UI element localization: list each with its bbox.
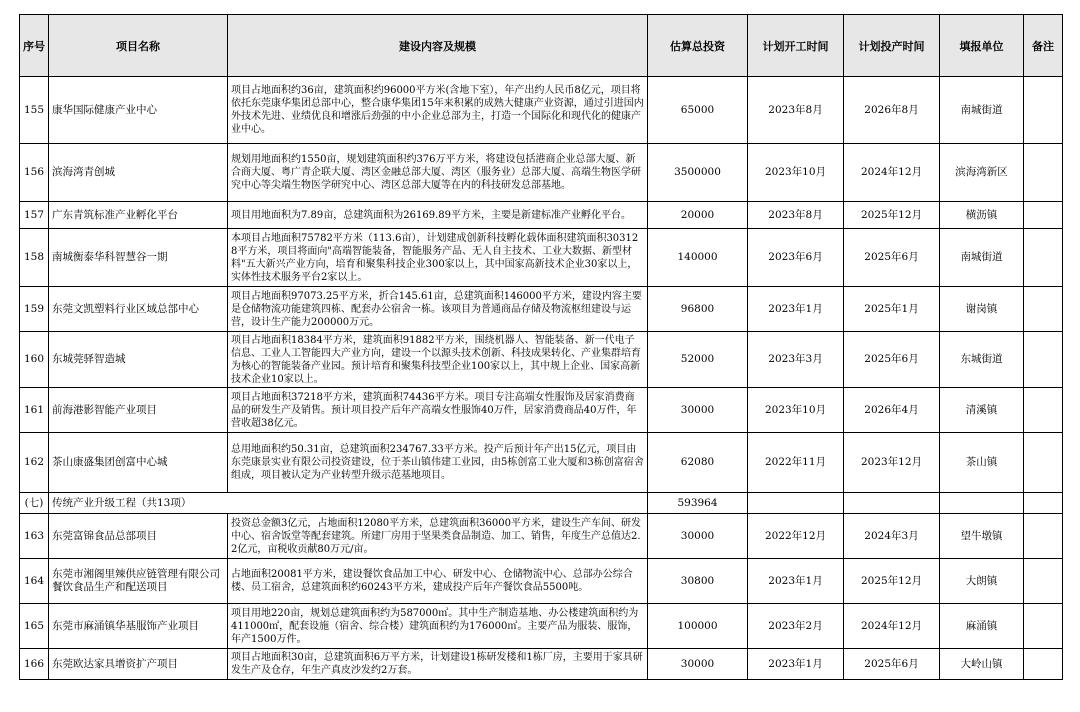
cell-investment: 96800	[648, 287, 748, 332]
cell-start-date: 2023年3月	[748, 332, 844, 388]
cell-reporting-unit: 大岭山镇	[940, 649, 1024, 680]
cell-remarks	[1024, 388, 1063, 433]
cell-production-date: 2026年8月	[844, 77, 940, 144]
cell-content: 项目占地面积37218平方米，建筑面积74436平方米。项目专注高端女性服饰及居家消费商品的研发生产及销售。预计项目投产后年产高端女性服饰40万件，居家消费商品40万件，年营收超38亿元。	[228, 388, 648, 433]
cell-content: 本项目占地面积75782平方米（113.6亩），计划建成创新科技孵化载体面积建筑面积303128平方米，项目将面向"高端智能装备，智能服务产品、无人自主技术、工业大数据、新型材料"五大新兴产业方向，培育和聚集科技企业300家以上，其中国家高新技术企业30家以上，实体性技术服务平台2家以上。	[228, 229, 648, 287]
header-investment: 估算总投资	[648, 15, 748, 77]
table-row	[20, 229, 1063, 287]
cell-production-date: 2024年12月	[844, 144, 940, 202]
cell-investment: 30000	[648, 514, 748, 559]
projects-table	[19, 14, 1063, 680]
cell-project-name: 茶山康盛集团创富中心城	[49, 433, 228, 493]
cell-content: 项目用地面积为7.89亩，总建筑面积为26169.89平方米，主要是新建标准产业孵化平台。	[228, 202, 648, 229]
cell-reporting-unit: 麻涌镇	[940, 604, 1024, 649]
table-row	[20, 144, 1063, 202]
cell-seq: 158	[20, 229, 49, 287]
table-row	[20, 559, 1063, 604]
section-empty-cell	[1024, 493, 1063, 514]
cell-seq: 161	[20, 388, 49, 433]
header-remarks: 备注	[1024, 15, 1063, 77]
cell-production-date: 2025年6月	[844, 229, 940, 287]
section-title: 传统产业升级工程（共13项）	[49, 493, 648, 514]
cell-reporting-unit: 望牛墩镇	[940, 514, 1024, 559]
section-empty-cell	[748, 493, 844, 514]
cell-start-date: 2023年1月	[748, 649, 844, 680]
table-row	[20, 604, 1063, 649]
table-row	[20, 77, 1063, 144]
cell-investment: 140000	[648, 229, 748, 287]
cell-remarks	[1024, 433, 1063, 493]
table-header-row	[20, 15, 1063, 77]
cell-project-name: 东莞文凯塑料行业区域总部中心	[49, 287, 228, 332]
cell-production-date: 2024年3月	[844, 514, 940, 559]
cell-reporting-unit: 谢岗镇	[940, 287, 1024, 332]
section-empty-cell	[844, 493, 940, 514]
header-start-date: 计划开工时间	[748, 15, 844, 77]
cell-content: 投资总金额3亿元，占地面积12080平方米，总建筑面积36000平方米，建设生产车间、研发中心、宿舍饭堂等配套建筑。所建厂房用于坚果类食品制造、加工、销售，年度生产总值达2.2亿元，亩税收贡献80万元/亩。	[228, 514, 648, 559]
cell-reporting-unit: 滨海湾新区	[940, 144, 1024, 202]
cell-seq: 159	[20, 287, 49, 332]
section-row	[20, 493, 1063, 514]
cell-reporting-unit: 横沥镇	[940, 202, 1024, 229]
cell-seq: 160	[20, 332, 49, 388]
cell-remarks	[1024, 202, 1063, 229]
cell-content: 规划用地面积约1550亩，规划建筑面积约376万平方米，将建设包括港商企业总部大厦、新合商大厦、粤广青企联大厦、湾区金融总部大厦、湾区（服务业）总部大厦、高端生物医学研究中心等尖端生物医学研究中心、湾区总部大厦等在内的科技研发总部基地。	[228, 144, 648, 202]
cell-seq: 156	[20, 144, 49, 202]
cell-seq: 157	[20, 202, 49, 229]
cell-seq: 163	[20, 514, 49, 559]
cell-project-name: 东莞市湘阁里辣供应链管理有限公司餐饮食品生产和配送项目	[49, 559, 228, 604]
cell-project-name: 东城莞驿智造城	[49, 332, 228, 388]
cell-production-date: 2025年1月	[844, 287, 940, 332]
project-list-sheet	[19, 14, 1062, 680]
table-row	[20, 514, 1063, 559]
cell-seq: 165	[20, 604, 49, 649]
cell-reporting-unit: 东城街道	[940, 332, 1024, 388]
cell-production-date: 2024年12月	[844, 604, 940, 649]
cell-investment: 20000	[648, 202, 748, 229]
cell-investment: 30000	[648, 388, 748, 433]
cell-investment: 100000	[648, 604, 748, 649]
cell-reporting-unit: 南城街道	[940, 77, 1024, 144]
cell-reporting-unit: 南城街道	[940, 229, 1024, 287]
cell-seq: 155	[20, 77, 49, 144]
cell-content: 项目占地面积约36亩，建筑面积约96000平方米(含地下室），年产出约人民币8亿元，项目将依托东莞康华集团总部中心，整合康华集团15年来积累的成熟大健康产业资源，通过引进国内外技术先进、业绩优良和增涨后劲强的中小企业总部为主，打造一个国际化和现代化的健康产业中心。	[228, 77, 648, 144]
cell-start-date: 2023年8月	[748, 202, 844, 229]
cell-seq: 164	[20, 559, 49, 604]
cell-project-name: 前海港影智能产业项目	[49, 388, 228, 433]
cell-remarks	[1024, 649, 1063, 680]
section-empty-cell	[940, 493, 1024, 514]
section-total-investment: 593964	[648, 493, 748, 514]
cell-start-date: 2022年12月	[748, 514, 844, 559]
cell-start-date: 2023年8月	[748, 77, 844, 144]
cell-investment: 52000	[648, 332, 748, 388]
cell-remarks	[1024, 77, 1063, 144]
header-project-name: 项目名称	[49, 15, 228, 77]
cell-project-name: 康华国际健康产业中心	[49, 77, 228, 144]
cell-content: 项目占地面积30亩，总建筑面积6万平方米，计划建设1栋研发楼和1栋厂房，主要用于家具研发生产及仓存，年生产真皮沙发约2万套。	[228, 649, 648, 680]
cell-start-date: 2023年1月	[748, 559, 844, 604]
cell-project-name: 南城衡泰华科智慧谷一期	[49, 229, 228, 287]
cell-reporting-unit: 大朗镇	[940, 559, 1024, 604]
header-seq: 序号	[20, 15, 49, 77]
cell-content: 占地面积20081平方米，建设餐饮食品加工中心、研发中心、仓储物流中心、总部办公综合楼、员工宿舍，总建筑面积约60243平方米，建成投产后年产餐饮食品5500吨。	[228, 559, 648, 604]
cell-reporting-unit: 茶山镇	[940, 433, 1024, 493]
table-row	[20, 332, 1063, 388]
cell-remarks	[1024, 604, 1063, 649]
table-row	[20, 649, 1063, 680]
cell-production-date: 2025年6月	[844, 332, 940, 388]
cell-content: 总用地面积约50.31亩，总建筑面积234767.33平方米。投产后预计年产出15亿元，项目由东莞康景实业有限公司投资建设，位于茶山镇伟建工业园，由5栋创富工业大厦和3栋创富宿舍组成，项目被认定为产业转型升级示范基地项目。	[228, 433, 648, 493]
cell-seq: 166	[20, 649, 49, 680]
cell-project-name: 东莞欧达家具增资扩产项目	[49, 649, 228, 680]
cell-content: 项目用地220亩，规划总建筑面积约为587000㎡。其中生产制造基地、办公楼建筑面积约为411000㎡，配套设施（宿舍、综合楼）建筑面积约为176000㎡。主要产品为服装、服饰，年产1500万件。	[228, 604, 648, 649]
cell-start-date: 2023年1月	[748, 287, 844, 332]
cell-project-name: 滨海湾青创城	[49, 144, 228, 202]
header-production-date: 计划投产时间	[844, 15, 940, 77]
cell-investment: 65000	[648, 77, 748, 144]
cell-start-date: 2022年11月	[748, 433, 844, 493]
cell-investment: 62080	[648, 433, 748, 493]
cell-start-date: 2023年10月	[748, 144, 844, 202]
cell-project-name: 广东青筑标准产业孵化平台	[49, 202, 228, 229]
cell-production-date: 2026年4月	[844, 388, 940, 433]
table-row	[20, 433, 1063, 493]
section-number: (七)	[20, 493, 49, 514]
cell-remarks	[1024, 559, 1063, 604]
cell-reporting-unit: 清溪镇	[940, 388, 1024, 433]
cell-seq: 162	[20, 433, 49, 493]
cell-investment: 30800	[648, 559, 748, 604]
cell-remarks	[1024, 229, 1063, 287]
table-row	[20, 202, 1063, 229]
table-row	[20, 388, 1063, 433]
cell-production-date: 2025年12月	[844, 202, 940, 229]
header-content: 建设内容及规模	[228, 15, 648, 77]
cell-start-date: 2023年10月	[748, 388, 844, 433]
cell-start-date: 2023年6月	[748, 229, 844, 287]
cell-remarks	[1024, 332, 1063, 388]
cell-production-date: 2023年12月	[844, 433, 940, 493]
cell-investment: 30000	[648, 649, 748, 680]
cell-production-date: 2025年6月	[844, 649, 940, 680]
cell-start-date: 2023年2月	[748, 604, 844, 649]
cell-investment: 3500000	[648, 144, 748, 202]
cell-project-name: 东莞富锦食品总部项目	[49, 514, 228, 559]
cell-production-date: 2025年12月	[844, 559, 940, 604]
cell-content: 项目占地面积97073.25平方米，折合145.61亩，总建筑面积146000平方米，建设内容主要是仓储物流功能建筑四栋、配套办公宿舍一栋。该项目为普通商品存储及物流枢纽建设与运营，设计生产能力200000万元。	[228, 287, 648, 332]
cell-remarks	[1024, 287, 1063, 332]
table-row	[20, 287, 1063, 332]
cell-remarks	[1024, 514, 1063, 559]
cell-project-name: 东莞市麻涌镇华基服饰产业项目	[49, 604, 228, 649]
header-reporting-unit: 填报单位	[940, 15, 1024, 77]
cell-content: 项目占地面积18384平方米，建筑面积91882平方米，围绕机器人、智能装备、新一代电子信息、工业人工智能四大产业方向，建设一个以源头技术创新、科技成果转化、产业集群培育为核心的智能装备产业园。预计培育和聚集科技型企业100家以上，其中规上企业、国家高新技术企业10家以上。	[228, 332, 648, 388]
cell-remarks	[1024, 144, 1063, 202]
